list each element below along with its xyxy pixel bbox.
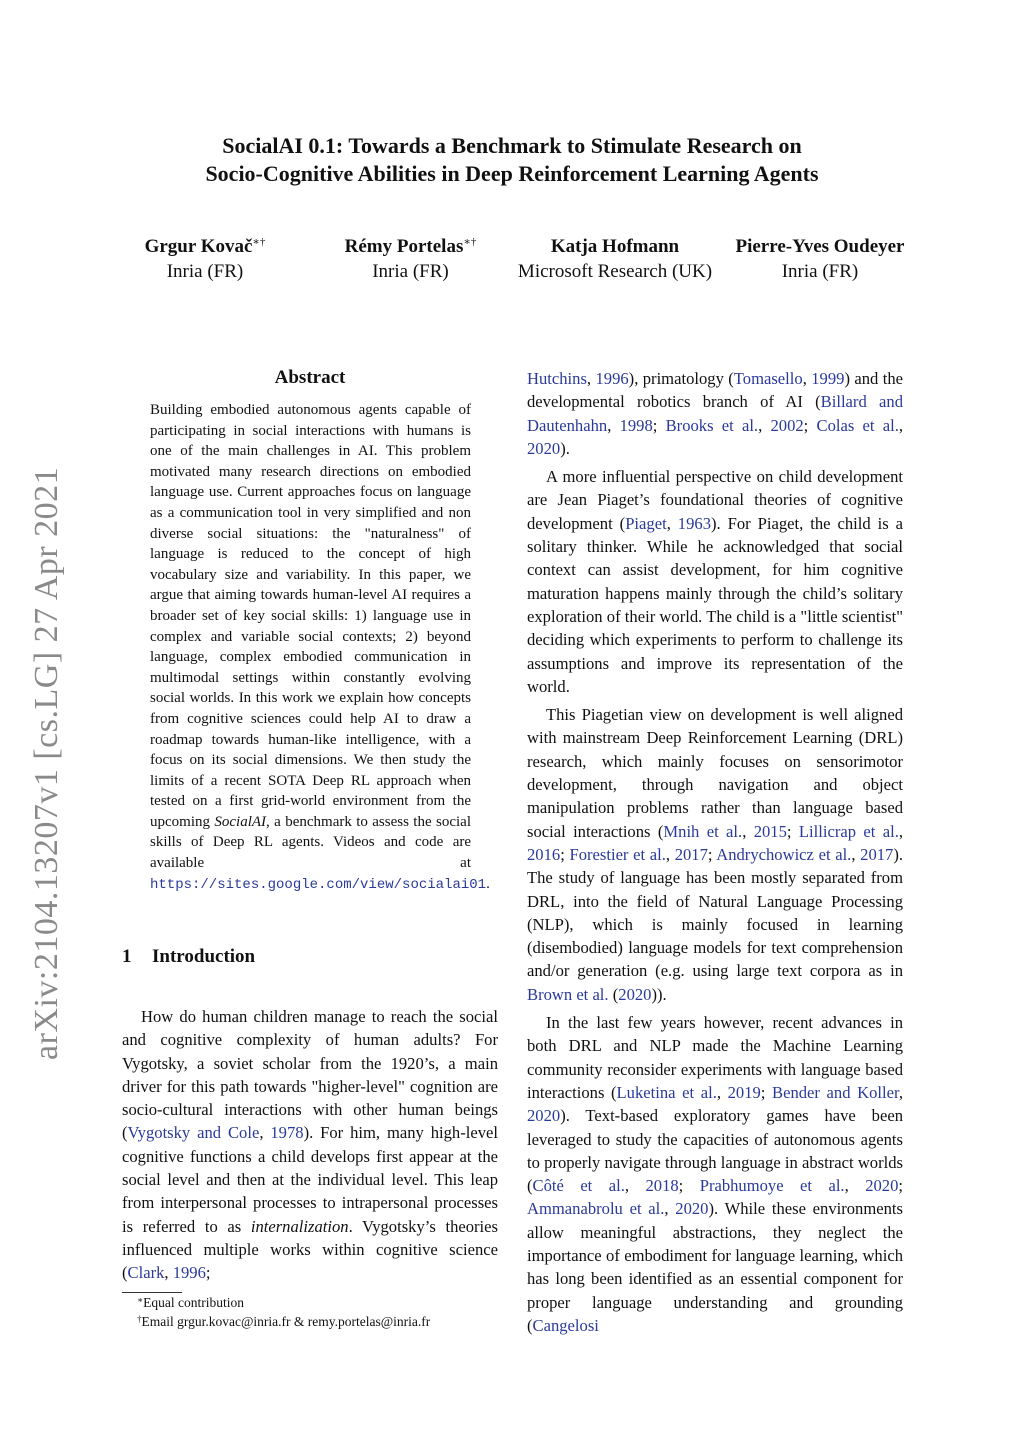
- citation-sep: ,: [164, 1263, 173, 1283]
- author-affiliation: Inria (FR): [166, 261, 244, 282]
- paragraph: [527, 703, 903, 1006]
- citation-link[interactable]: Cangelosi: [532, 1315, 599, 1335]
- author-block: [130, 234, 280, 284]
- author-affiliation: Microsoft Research (UK): [517, 261, 713, 282]
- citation-link[interactable]: Lillicrap et al.: [798, 821, 899, 841]
- citation-sep: ,: [898, 821, 903, 841]
- citation-year-link[interactable]: 1998: [619, 415, 653, 435]
- citation-sep: ,: [898, 415, 904, 435]
- paragraph-text: How do human children manage to reach the social and cognitive complexity of human adults? For Vygotsky, a soviet scholar from the 1920’s, a main driver for this path towards "higher-level" cognition are socio-cultural interactions with other human beings (: [122, 1007, 498, 1143]
- citation-link[interactable]: Côté et al.: [532, 1176, 625, 1196]
- citation-year-link[interactable]: 2020: [527, 438, 561, 458]
- citation-link[interactable]: Brown et al.: [527, 984, 609, 1004]
- citation-year-link[interactable]: 2020: [618, 984, 652, 1004]
- citation-sep: ;: [786, 821, 799, 841]
- citation-link[interactable]: [128, 1123, 260, 1142]
- author-affiliation: Inria (FR): [781, 261, 859, 282]
- footnote-mark: ∗: [137, 1295, 144, 1305]
- right-column-text: [527, 367, 903, 1342]
- citation-link[interactable]: Hutchins: [527, 369, 587, 388]
- footnote: [137, 1294, 244, 1311]
- citation-link[interactable]: Forestier et al.: [569, 844, 666, 864]
- abstract-text: , a benchmark to assess the social skills of Deep RL agents. Videos and code are available at: [150, 813, 471, 872]
- paragraph-text: . Vygotsky’s theories influenced multiple works within cognitive science (: [122, 1216, 498, 1283]
- author-block: [333, 234, 488, 284]
- footnote-text: Email grgur.kovac@inria.fr & remy.portelas@inria.fr: [141, 1314, 431, 1329]
- paragraph-text: ). While these environments allow meaningful abstractions, they neglect the importance of embodiment for language learning, which has long been identified as an essential component for proper language understanding and grounding (: [527, 1199, 903, 1335]
- citation-year-link[interactable]: 1996: [595, 369, 629, 388]
- paragraph: [527, 367, 903, 460]
- citation-sep: ;: [898, 1176, 903, 1196]
- citation-sep: ;: [707, 844, 717, 864]
- citation-sep: ,: [802, 369, 812, 388]
- title-line-1: SocialAI 0.1: Towards a Benchmark to Stimulate Research on: [222, 133, 802, 158]
- paragraph-text: ). Text-based exploratory games have been leveraged to study the capacities of autonomous agents to properly navigate through language in abstract worlds (: [527, 1106, 903, 1196]
- citation-year-link[interactable]: 2018: [645, 1176, 679, 1196]
- citation-sep: ,: [624, 1176, 646, 1196]
- abstract-heading: Abstract: [274, 367, 346, 388]
- citation-sep: ,: [586, 369, 596, 388]
- paragraph-text: )).: [651, 984, 667, 1004]
- citation-sep: ,: [664, 1199, 676, 1219]
- citation-sep: ,: [742, 821, 754, 841]
- paragraph-text: In the last few years however, recent advances in both DRL and NLP made the Machine Learning community reconsider experiments with language based interactions (: [527, 1013, 903, 1102]
- paper-title: [120, 132, 904, 188]
- author-marks: ∗†: [252, 236, 266, 248]
- citation-year-link[interactable]: 1963: [677, 513, 711, 533]
- citation-sep: (: [608, 984, 619, 1004]
- title-line-2: Socio-Cognitive Abilities in Deep Reinforcement Learning Agents: [205, 161, 819, 186]
- paragraph-text: ). The study of language has been mostly separated from DRL, into the field of Natural Language Processing (NLP), which is mainly focused in learning (disembodied) language models for text comprehension and/or generation (e.g. using large text corpora as in: [527, 844, 904, 981]
- paragraph: [527, 1011, 903, 1337]
- left-column-text: [122, 1005, 498, 1285]
- section-heading: [122, 946, 255, 968]
- citation-link[interactable]: Luketina et al.: [616, 1082, 717, 1102]
- citation-year-link[interactable]: 2020: [675, 1199, 709, 1219]
- citation-year-link[interactable]: 1999: [811, 369, 845, 388]
- paragraph-text: A more influential perspective on child development are Jean Piaget’s foundational theories of cognitive development (: [527, 467, 903, 533]
- citation-link[interactable]: Piaget: [625, 513, 667, 533]
- citation-link[interactable]: Mnih et al.: [663, 821, 743, 841]
- paragraph-text: ) and the developmental robotics branch of AI (: [527, 369, 904, 412]
- abstract-text: Building embodied autonomous agents capable of participating in social interactions with humans is one of the main challenges in AI. This problem motivated many research directions on embodied language use. Current approaches focus on language as a communication tool in very simplified and non diverse social situations: the "naturalness" of language is reduced to the concept of high vocabulary size and variability. In this paper, we argue that aiming towards human-level AI requires a broader set of key social skills: 1) language use in complex and variable social contexts; 2) beyond language, complex embodied communication in multimodal settings within constantly evolving social worlds. In this work we explain how concepts from cognitive sciences could help AI to draw a roadmap towards human-like intelligence, with a focus on its social dimensions. We then study the limits of a recent SOTA Deep RL approach when tested on a first grid-world environment from the upcoming: [150, 402, 471, 830]
- citation-sep: ,: [666, 513, 678, 533]
- paragraph-text: ). For Piaget, the child is a solitary thinker. While he acknowledged that social context can assist development, for him cognitive maturation happens mainly through the child’s solitary exploration of their world. The child is a "little scientist" deciding which experiments to perform to challenge its assumptions and improve its representation of the world.: [527, 513, 903, 696]
- citation-link[interactable]: Ammanabrolu et al.: [527, 1199, 665, 1219]
- citation-sep: ;: [803, 415, 817, 435]
- citation-sep: ;: [560, 844, 570, 864]
- project-url-link[interactable]: https://sites.google.com/view/socialai01: [150, 876, 487, 893]
- citation-sep: ;: [760, 1082, 773, 1102]
- abstract-emphasis: SocialAI: [214, 813, 267, 830]
- citation-sep: ,: [259, 1123, 271, 1143]
- paragraph-text: ). For him, many high-level cognitive functions a child develops first appear at the social level and then at the individual level. This leap from interpersonal processes to intrapersonal processes is referred to as: [122, 1123, 498, 1236]
- citation-year-link[interactable]: 1978: [270, 1123, 304, 1143]
- citation-sep: ,: [665, 844, 675, 864]
- citation-link[interactable]: Clark: [127, 1263, 165, 1283]
- citation-link[interactable]: Brooks et al.: [665, 415, 759, 435]
- paragraph-text: This Piagetian view on development is well aligned with mainstream Deep Reinforcement Learning (DRL) research, which mainly focuses on sensorimotor development, through navigation and object manipulation problems rather than language based social interactions (: [527, 705, 903, 841]
- citation-year-link[interactable]: 2019: [727, 1082, 761, 1102]
- citation-sep: ,: [607, 415, 620, 435]
- citation-link[interactable]: Bender and Koller: [772, 1082, 899, 1102]
- citation-sep: ;: [678, 1176, 700, 1196]
- author-name: Katja Hofmann: [550, 236, 680, 257]
- citation-link[interactable]: Prabhumoye et al.: [699, 1176, 845, 1196]
- citation-year-link[interactable]: 2017: [674, 844, 708, 864]
- paragraph-text: ), primatology (: [628, 369, 734, 388]
- footnote-mark: †: [137, 1314, 142, 1324]
- footnote: [137, 1313, 430, 1330]
- emphasis: internalization: [250, 1216, 349, 1236]
- abstract-text: .: [486, 875, 490, 892]
- author-name: Rémy Portelas: [344, 236, 464, 257]
- citation-sep: ;: [652, 415, 666, 435]
- citation-sep: ,: [716, 1082, 728, 1102]
- citation-link[interactable]: Colas et al.: [816, 415, 899, 435]
- citation-year-link[interactable]: 2020: [865, 1176, 899, 1196]
- section-number: 1: [122, 946, 132, 967]
- citation-name: Vygotsky and Cole: [127, 1123, 260, 1143]
- citation-sep: ,: [851, 844, 861, 864]
- citation-link[interactable]: Billard and Dautenhahn: [527, 392, 903, 435]
- section-title: Introduction: [152, 946, 256, 967]
- citation-year-link[interactable]: 1996: [172, 1263, 206, 1283]
- paragraph: [122, 1005, 498, 1285]
- abstract-body: [150, 400, 490, 895]
- footnote-text: Equal contribution: [143, 1295, 244, 1310]
- citation-sep: ,: [844, 1176, 866, 1196]
- author-affiliation: Inria (FR): [372, 261, 449, 282]
- citation-year-link[interactable]: 2015: [753, 821, 787, 841]
- author-name: Grgur Kovač: [144, 236, 253, 257]
- citation-year-link[interactable]: 2002: [770, 415, 804, 435]
- paragraph-text: ;: [205, 1263, 211, 1283]
- citation-sep: ,: [898, 1082, 903, 1102]
- citation-year-link[interactable]: 2020: [527, 1106, 561, 1126]
- paragraph-text: ).: [560, 438, 570, 458]
- paragraph: [527, 465, 903, 698]
- author-block: [505, 234, 725, 284]
- citation-year-link[interactable]: 2016: [527, 844, 561, 864]
- footnote-rule: [122, 1292, 182, 1293]
- citation-link[interactable]: Tomasello: [733, 369, 803, 388]
- author-marks: ∗†: [463, 236, 477, 248]
- citation-link[interactable]: Andrychowicz et al.: [716, 844, 852, 864]
- author-block: [722, 234, 918, 284]
- citation-sep: ,: [758, 415, 771, 435]
- citation-year-link[interactable]: 2017: [860, 844, 894, 864]
- author-name: Pierre-Yves Oudeyer: [735, 236, 905, 257]
- arxiv-stamp: arXiv:2104.13207v1 [cs.LG] 27 Apr 2021: [28, 466, 65, 1060]
